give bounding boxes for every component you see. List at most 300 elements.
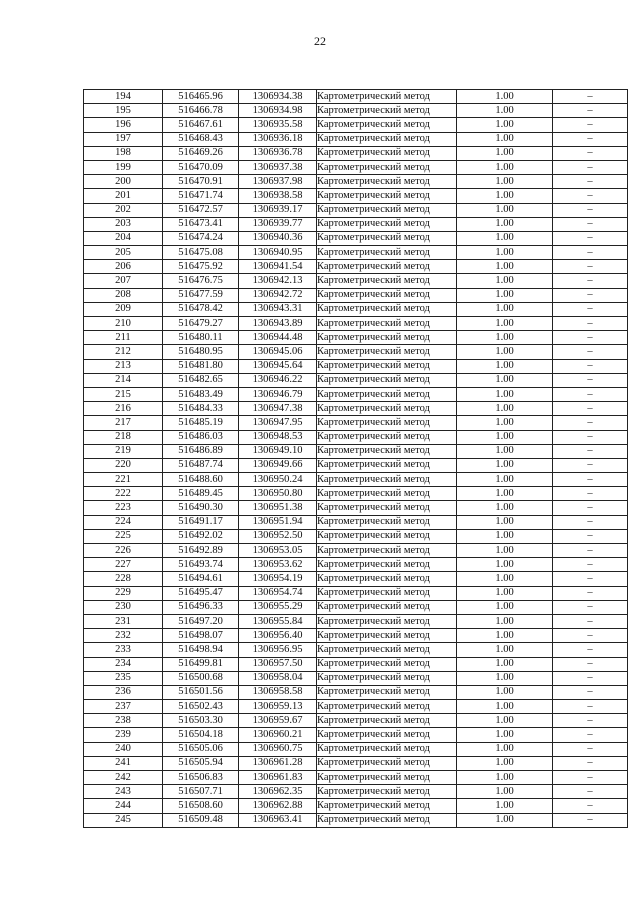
point-number-cell: 207 (84, 274, 163, 288)
y-coordinate-cell: 1306954.74 (239, 586, 317, 600)
y-coordinate-cell: 1306947.38 (239, 402, 317, 416)
y-coordinate-cell: 1306936.78 (239, 146, 317, 160)
x-coordinate-cell: 516485.19 (163, 416, 239, 430)
method-cell: Картометрический метод (317, 146, 457, 160)
y-coordinate-cell: 1306943.89 (239, 317, 317, 331)
page-number: 22 (314, 34, 326, 48)
method-cell: Картометрический метод (317, 629, 457, 643)
point-number-cell: 234 (84, 657, 163, 671)
table-row (84, 813, 628, 827)
y-coordinate-cell: 1306940.36 (239, 231, 317, 245)
note-cell: – (553, 104, 628, 118)
table-row (84, 771, 628, 785)
y-coordinate-cell: 1306939.77 (239, 217, 317, 231)
accuracy-cell: 1.00 (457, 274, 553, 288)
accuracy-cell: 1.00 (457, 771, 553, 785)
note-cell: – (553, 217, 628, 231)
point-number-cell: 209 (84, 302, 163, 316)
point-number-cell: 244 (84, 799, 163, 813)
x-coordinate-cell: 516478.42 (163, 302, 239, 316)
note-cell: – (553, 231, 628, 245)
method-cell: Картометрический метод (317, 416, 457, 430)
x-coordinate-cell: 516508.60 (163, 799, 239, 813)
accuracy-cell: 1.00 (457, 175, 553, 189)
point-number-cell: 202 (84, 203, 163, 217)
y-coordinate-cell: 1306955.29 (239, 600, 317, 614)
x-coordinate-cell: 516496.33 (163, 600, 239, 614)
x-coordinate-cell: 516470.91 (163, 175, 239, 189)
x-coordinate-cell: 516509.48 (163, 813, 239, 827)
method-cell: Картометрический метод (317, 317, 457, 331)
point-number-cell: 213 (84, 359, 163, 373)
note-cell: – (553, 359, 628, 373)
accuracy-cell: 1.00 (457, 359, 553, 373)
note-cell: – (553, 345, 628, 359)
note-cell: – (553, 629, 628, 643)
table-row (84, 671, 628, 685)
accuracy-cell: 1.00 (457, 104, 553, 118)
point-number-cell: 242 (84, 771, 163, 785)
point-number-cell: 215 (84, 387, 163, 401)
table-row (84, 614, 628, 628)
table-row (84, 118, 628, 132)
y-coordinate-cell: 1306961.28 (239, 756, 317, 770)
note-cell: – (553, 685, 628, 699)
point-number-cell: 206 (84, 260, 163, 274)
table-row (84, 260, 628, 274)
accuracy-cell: 1.00 (457, 685, 553, 699)
point-number-cell: 231 (84, 614, 163, 628)
method-cell: Картометрический метод (317, 785, 457, 799)
method-cell: Картометрический метод (317, 345, 457, 359)
table-row (84, 458, 628, 472)
method-cell: Картометрический метод (317, 657, 457, 671)
method-cell: Картометрический метод (317, 643, 457, 657)
x-coordinate-cell: 516488.60 (163, 473, 239, 487)
table-row (84, 104, 628, 118)
accuracy-cell: 1.00 (457, 501, 553, 515)
note-cell: – (553, 146, 628, 160)
table-row (84, 799, 628, 813)
method-cell: Картометрический метод (317, 614, 457, 628)
method-cell: Картометрический метод (317, 231, 457, 245)
y-coordinate-cell: 1306949.66 (239, 458, 317, 472)
accuracy-cell: 1.00 (457, 629, 553, 643)
accuracy-cell: 1.00 (457, 132, 553, 146)
accuracy-cell: 1.00 (457, 473, 553, 487)
table-row (84, 160, 628, 174)
method-cell: Картометрический метод (317, 402, 457, 416)
note-cell: – (553, 118, 628, 132)
note-cell: – (553, 544, 628, 558)
accuracy-cell: 1.00 (457, 614, 553, 628)
accuracy-cell: 1.00 (457, 671, 553, 685)
point-number-cell: 224 (84, 515, 163, 529)
accuracy-cell: 1.00 (457, 217, 553, 231)
method-cell: Картометрический метод (317, 600, 457, 614)
y-coordinate-cell: 1306951.94 (239, 515, 317, 529)
point-number-cell: 208 (84, 288, 163, 302)
coordinates-table (83, 89, 628, 828)
table-row (84, 487, 628, 501)
accuracy-cell: 1.00 (457, 813, 553, 827)
method-cell: Картометрический метод (317, 274, 457, 288)
point-number-cell: 218 (84, 430, 163, 444)
table-row (84, 629, 628, 643)
point-number-cell: 211 (84, 331, 163, 345)
point-number-cell: 227 (84, 558, 163, 572)
method-cell: Картометрический метод (317, 260, 457, 274)
x-coordinate-cell: 516476.75 (163, 274, 239, 288)
table-row (84, 700, 628, 714)
method-cell: Картометрический метод (317, 799, 457, 813)
y-coordinate-cell: 1306960.21 (239, 728, 317, 742)
method-cell: Картометрический метод (317, 444, 457, 458)
x-coordinate-cell: 516494.61 (163, 572, 239, 586)
accuracy-cell: 1.00 (457, 558, 553, 572)
x-coordinate-cell: 516473.41 (163, 217, 239, 231)
note-cell: – (553, 714, 628, 728)
note-cell: – (553, 799, 628, 813)
table-row (84, 572, 628, 586)
x-coordinate-cell: 516483.49 (163, 387, 239, 401)
y-coordinate-cell: 1306946.79 (239, 387, 317, 401)
table-row (84, 402, 628, 416)
point-number-cell: 240 (84, 742, 163, 756)
table-row (84, 317, 628, 331)
note-cell: – (553, 444, 628, 458)
x-coordinate-cell: 516507.71 (163, 785, 239, 799)
point-number-cell: 196 (84, 118, 163, 132)
table-row (84, 373, 628, 387)
method-cell: Картометрический метод (317, 742, 457, 756)
y-coordinate-cell: 1306940.95 (239, 246, 317, 260)
method-cell: Картометрический метод (317, 473, 457, 487)
point-number-cell: 214 (84, 373, 163, 387)
accuracy-cell: 1.00 (457, 742, 553, 756)
method-cell: Картометрический метод (317, 813, 457, 827)
x-coordinate-cell: 516493.74 (163, 558, 239, 572)
point-number-cell: 245 (84, 813, 163, 827)
table-row (84, 643, 628, 657)
accuracy-cell: 1.00 (457, 756, 553, 770)
coordinates-table-body (84, 90, 628, 828)
table-row (84, 473, 628, 487)
y-coordinate-cell: 1306955.84 (239, 614, 317, 628)
x-coordinate-cell: 516498.94 (163, 643, 239, 657)
x-coordinate-cell: 516472.57 (163, 203, 239, 217)
point-number-cell: 204 (84, 231, 163, 245)
method-cell: Картометрический метод (317, 714, 457, 728)
table-row (84, 132, 628, 146)
x-coordinate-cell: 516498.07 (163, 629, 239, 643)
y-coordinate-cell: 1306946.22 (239, 373, 317, 387)
accuracy-cell: 1.00 (457, 458, 553, 472)
note-cell: – (553, 331, 628, 345)
point-number-cell: 219 (84, 444, 163, 458)
table-row (84, 785, 628, 799)
point-number-cell: 195 (84, 104, 163, 118)
note-cell: – (553, 260, 628, 274)
point-number-cell: 237 (84, 700, 163, 714)
note-cell: – (553, 700, 628, 714)
y-coordinate-cell: 1306957.50 (239, 657, 317, 671)
point-number-cell: 232 (84, 629, 163, 643)
accuracy-cell: 1.00 (457, 302, 553, 316)
accuracy-cell: 1.00 (457, 657, 553, 671)
note-cell: – (553, 274, 628, 288)
note-cell: – (553, 373, 628, 387)
note-cell: – (553, 572, 628, 586)
note-cell: – (553, 558, 628, 572)
note-cell: – (553, 132, 628, 146)
y-coordinate-cell: 1306945.64 (239, 359, 317, 373)
x-coordinate-cell: 516486.03 (163, 430, 239, 444)
accuracy-cell: 1.00 (457, 331, 553, 345)
x-coordinate-cell: 516497.20 (163, 614, 239, 628)
note-cell: – (553, 728, 628, 742)
x-coordinate-cell: 516466.78 (163, 104, 239, 118)
table-row (84, 728, 628, 742)
method-cell: Картометрический метод (317, 288, 457, 302)
point-number-cell: 212 (84, 345, 163, 359)
y-coordinate-cell: 1306953.62 (239, 558, 317, 572)
point-number-cell: 220 (84, 458, 163, 472)
accuracy-cell: 1.00 (457, 600, 553, 614)
note-cell: – (553, 402, 628, 416)
accuracy-cell: 1.00 (457, 544, 553, 558)
table-row (84, 501, 628, 515)
table-row (84, 231, 628, 245)
table-row (84, 90, 628, 104)
point-number-cell: 238 (84, 714, 163, 728)
x-coordinate-cell: 516492.02 (163, 529, 239, 543)
x-coordinate-cell: 516474.24 (163, 231, 239, 245)
method-cell: Картометрический метод (317, 501, 457, 515)
y-coordinate-cell: 1306958.04 (239, 671, 317, 685)
x-coordinate-cell: 516480.95 (163, 345, 239, 359)
point-number-cell: 205 (84, 246, 163, 260)
x-coordinate-cell: 516504.18 (163, 728, 239, 742)
y-coordinate-cell: 1306948.53 (239, 430, 317, 444)
method-cell: Картометрический метод (317, 529, 457, 543)
accuracy-cell: 1.00 (457, 416, 553, 430)
note-cell: – (553, 189, 628, 203)
method-cell: Картометрический метод (317, 104, 457, 118)
y-coordinate-cell: 1306936.18 (239, 132, 317, 146)
accuracy-cell: 1.00 (457, 203, 553, 217)
y-coordinate-cell: 1306934.98 (239, 104, 317, 118)
y-coordinate-cell: 1306941.54 (239, 260, 317, 274)
method-cell: Картометрический метод (317, 728, 457, 742)
method-cell: Картометрический метод (317, 246, 457, 260)
point-number-cell: 236 (84, 685, 163, 699)
point-number-cell: 201 (84, 189, 163, 203)
x-coordinate-cell: 516502.43 (163, 700, 239, 714)
note-cell: – (553, 501, 628, 515)
method-cell: Картометрический метод (317, 572, 457, 586)
point-number-cell: 225 (84, 529, 163, 543)
method-cell: Картометрический метод (317, 189, 457, 203)
method-cell: Картометрический метод (317, 302, 457, 316)
x-coordinate-cell: 516501.56 (163, 685, 239, 699)
method-cell: Картометрический метод (317, 558, 457, 572)
y-coordinate-cell: 1306949.10 (239, 444, 317, 458)
point-number-cell: 194 (84, 90, 163, 104)
note-cell: – (553, 657, 628, 671)
table-row (84, 515, 628, 529)
table-row (84, 175, 628, 189)
x-coordinate-cell: 516482.65 (163, 373, 239, 387)
accuracy-cell: 1.00 (457, 288, 553, 302)
note-cell: – (553, 203, 628, 217)
point-number-cell: 197 (84, 132, 163, 146)
method-cell: Картометрический метод (317, 203, 457, 217)
table-row (84, 544, 628, 558)
point-number-cell: 217 (84, 416, 163, 430)
y-coordinate-cell: 1306963.41 (239, 813, 317, 827)
accuracy-cell: 1.00 (457, 189, 553, 203)
accuracy-cell: 1.00 (457, 643, 553, 657)
point-number-cell: 226 (84, 544, 163, 558)
point-number-cell: 210 (84, 317, 163, 331)
note-cell: – (553, 473, 628, 487)
y-coordinate-cell: 1306937.98 (239, 175, 317, 189)
point-number-cell: 198 (84, 146, 163, 160)
note-cell: – (553, 487, 628, 501)
y-coordinate-cell: 1306942.13 (239, 274, 317, 288)
accuracy-cell: 1.00 (457, 260, 553, 274)
y-coordinate-cell: 1306934.38 (239, 90, 317, 104)
y-coordinate-cell: 1306950.24 (239, 473, 317, 487)
method-cell: Картометрический метод (317, 217, 457, 231)
point-number-cell: 200 (84, 175, 163, 189)
method-cell: Картометрический метод (317, 118, 457, 132)
note-cell: – (553, 529, 628, 543)
accuracy-cell: 1.00 (457, 785, 553, 799)
y-coordinate-cell: 1306961.83 (239, 771, 317, 785)
method-cell: Картометрический метод (317, 487, 457, 501)
note-cell: – (553, 160, 628, 174)
y-coordinate-cell: 1306937.38 (239, 160, 317, 174)
y-coordinate-cell: 1306959.13 (239, 700, 317, 714)
table-row (84, 529, 628, 543)
table-row (84, 657, 628, 671)
method-cell: Картометрический метод (317, 671, 457, 685)
accuracy-cell: 1.00 (457, 799, 553, 813)
table-row (84, 345, 628, 359)
y-coordinate-cell: 1306939.17 (239, 203, 317, 217)
x-coordinate-cell: 516475.92 (163, 260, 239, 274)
x-coordinate-cell: 516479.27 (163, 317, 239, 331)
point-number-cell: 233 (84, 643, 163, 657)
point-number-cell: 221 (84, 473, 163, 487)
note-cell: – (553, 771, 628, 785)
note-cell: – (553, 813, 628, 827)
y-coordinate-cell: 1306952.50 (239, 529, 317, 543)
y-coordinate-cell: 1306960.75 (239, 742, 317, 756)
x-coordinate-cell: 516500.68 (163, 671, 239, 685)
y-coordinate-cell: 1306951.38 (239, 501, 317, 515)
table-row (84, 444, 628, 458)
y-coordinate-cell: 1306950.80 (239, 487, 317, 501)
y-coordinate-cell: 1306945.06 (239, 345, 317, 359)
point-number-cell: 228 (84, 572, 163, 586)
point-number-cell: 203 (84, 217, 163, 231)
note-cell: – (553, 515, 628, 529)
note-cell: – (553, 614, 628, 628)
x-coordinate-cell: 516470.09 (163, 160, 239, 174)
note-cell: – (553, 785, 628, 799)
note-cell: – (553, 288, 628, 302)
note-cell: – (553, 600, 628, 614)
y-coordinate-cell: 1306962.35 (239, 785, 317, 799)
y-coordinate-cell: 1306947.95 (239, 416, 317, 430)
x-coordinate-cell: 516477.59 (163, 288, 239, 302)
method-cell: Картометрический метод (317, 544, 457, 558)
x-coordinate-cell: 516506.83 (163, 771, 239, 785)
accuracy-cell: 1.00 (457, 728, 553, 742)
table-row (84, 189, 628, 203)
y-coordinate-cell: 1306938.58 (239, 189, 317, 203)
x-coordinate-cell: 516491.17 (163, 515, 239, 529)
x-coordinate-cell: 516486.89 (163, 444, 239, 458)
accuracy-cell: 1.00 (457, 146, 553, 160)
y-coordinate-cell: 1306956.40 (239, 629, 317, 643)
accuracy-cell: 1.00 (457, 487, 553, 501)
method-cell: Картометрический метод (317, 331, 457, 345)
point-number-cell: 216 (84, 402, 163, 416)
y-coordinate-cell: 1306959.67 (239, 714, 317, 728)
point-number-cell: 239 (84, 728, 163, 742)
note-cell: – (553, 246, 628, 260)
accuracy-cell: 1.00 (457, 90, 553, 104)
point-number-cell: 229 (84, 586, 163, 600)
accuracy-cell: 1.00 (457, 700, 553, 714)
accuracy-cell: 1.00 (457, 387, 553, 401)
table-row (84, 331, 628, 345)
point-number-cell: 243 (84, 785, 163, 799)
accuracy-cell: 1.00 (457, 572, 553, 586)
table-row (84, 600, 628, 614)
x-coordinate-cell: 516467.61 (163, 118, 239, 132)
point-number-cell: 235 (84, 671, 163, 685)
method-cell: Картометрический метод (317, 771, 457, 785)
accuracy-cell: 1.00 (457, 430, 553, 444)
table-row (84, 359, 628, 373)
accuracy-cell: 1.00 (457, 246, 553, 260)
x-coordinate-cell: 516505.94 (163, 756, 239, 770)
table-row (84, 217, 628, 231)
y-coordinate-cell: 1306958.58 (239, 685, 317, 699)
accuracy-cell: 1.00 (457, 345, 553, 359)
table-row (84, 714, 628, 728)
y-coordinate-cell: 1306942.72 (239, 288, 317, 302)
accuracy-cell: 1.00 (457, 160, 553, 174)
x-coordinate-cell: 516490.30 (163, 501, 239, 515)
method-cell: Картометрический метод (317, 387, 457, 401)
table-row (84, 203, 628, 217)
x-coordinate-cell: 516487.74 (163, 458, 239, 472)
accuracy-cell: 1.00 (457, 402, 553, 416)
method-cell: Картометрический метод (317, 458, 457, 472)
method-cell: Картометрический метод (317, 756, 457, 770)
method-cell: Картометрический метод (317, 700, 457, 714)
method-cell: Картометрический метод (317, 132, 457, 146)
table-row (84, 416, 628, 430)
x-coordinate-cell: 516503.30 (163, 714, 239, 728)
note-cell: – (553, 756, 628, 770)
